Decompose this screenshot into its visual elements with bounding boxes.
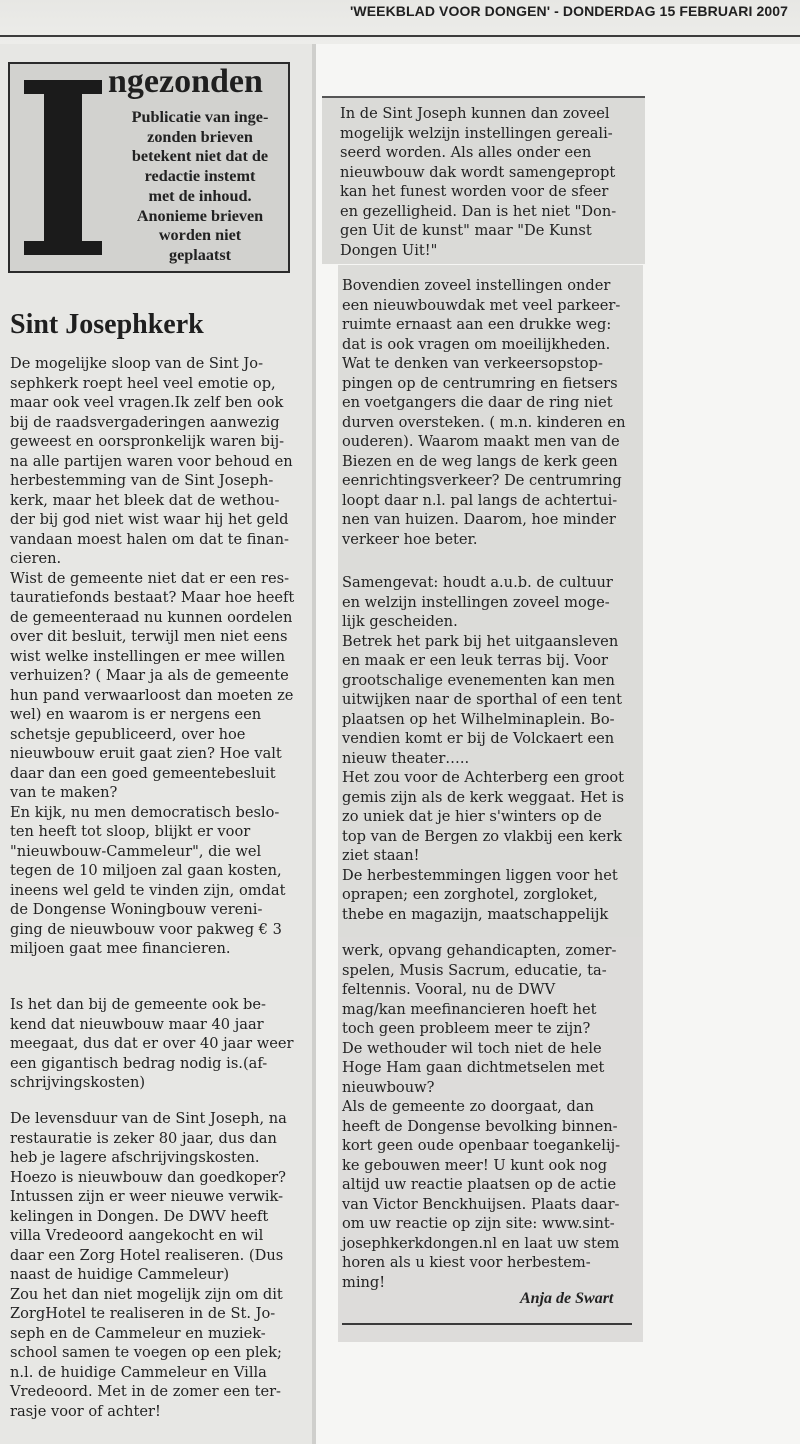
text-line: heeft de Dongense bevolking binnen- xyxy=(342,1117,618,1135)
text-line: nieuwbouw? xyxy=(342,1078,435,1096)
text-line: Vredeoord. Met in de zomer een ter- xyxy=(10,1383,281,1400)
text-line: ineens wel geld te vinden zijn, omdat xyxy=(10,881,286,899)
text-line: over dit besluit, terwijl men niet eens xyxy=(10,628,288,645)
text-line: Betrek het park bij het uitgaansleven xyxy=(342,632,619,650)
text-line: n.l. de huidige Cammeleur en Villa xyxy=(10,1363,267,1381)
text-line: Is het dan bij de gemeente ook be- xyxy=(10,996,266,1013)
header-rule xyxy=(0,35,800,37)
text-line: bij de raadsvergaderingen aanwezig xyxy=(10,413,280,431)
text-line: Hoge Ham gaan dichtmetselen met xyxy=(342,1059,605,1076)
text-line: ziet staan! xyxy=(342,847,420,864)
text-line: schetsje gepubliceerd, over hoe xyxy=(10,725,246,743)
text-line: seph en de Cammeleur en muziek- xyxy=(10,1324,266,1342)
text-line: En kijk, nu men democratisch beslo- xyxy=(10,803,280,821)
text-line: na alle partijen waren voor behoud en xyxy=(10,452,293,470)
text-line: tauratiefonds bestaat? Maar hoe heeft xyxy=(10,589,295,606)
ingezonden-box xyxy=(8,62,290,273)
box-notice-line: zonden brieven xyxy=(147,127,253,146)
text-line: en voetgangers die daar de ring niet xyxy=(342,394,613,411)
text-line: kan het funest worden voor de sfeer xyxy=(340,183,609,200)
text-line: plaatsen op het Wilhelminaplein. Bo- xyxy=(342,710,615,728)
right-paragraph-4 xyxy=(342,941,626,1292)
text-line: vendien komt er bij de Volckaert een xyxy=(342,730,615,747)
signature-rule xyxy=(342,1323,632,1325)
text-line: lijk gescheiden. xyxy=(342,613,458,630)
text-line: mogelijk welzijn instellingen gereali- xyxy=(340,124,613,142)
text-line: De mogelijke sloop van de Sint Jo- xyxy=(10,355,264,372)
text-line: verkeer hoe beter. xyxy=(342,530,478,548)
text-line: ming! xyxy=(342,1273,386,1291)
text-line: cieren. xyxy=(10,550,62,567)
text-line: werk, opvang gehandicapten, zomer- xyxy=(342,942,617,959)
text-line: naast de huidige Cammeleur) xyxy=(10,1266,230,1283)
text-line: herbestemming van de Sint Joseph- xyxy=(10,472,274,489)
box-notice-line: betekent niet dat de xyxy=(131,147,269,166)
author-signature: Anja de Swart xyxy=(520,1290,614,1307)
text-line: Samengevat: houdt a.u.b. de cultuur xyxy=(342,574,613,591)
text-line: Wat te denken van verkeersopstop- xyxy=(342,355,603,372)
text-line: miljoen gaat mee financieren. xyxy=(10,940,231,957)
masthead: 'WEEKBLAD VOOR DONGEN' - DONDERDAG 15 FEBRUARI 2007 xyxy=(349,3,788,19)
text-line: nieuwbouw eruit gaat zien? Hoe valt xyxy=(10,745,282,762)
text-line: gen Uit de kunst" maar "De Kunst xyxy=(340,222,592,239)
text-line: ruimte ernaast aan een drukke weg: xyxy=(342,316,612,333)
text-line: dat is ook vragen om moeilijkheden. xyxy=(342,335,611,353)
text-line: De wethouder wil toch niet de hele xyxy=(342,1039,602,1057)
text-line: ouderen). Waarom maakt men van de xyxy=(342,433,620,450)
text-line: Bovendien zoveel instellingen onder xyxy=(342,277,611,294)
text-line: kort geen oude openbaar toegankelij- xyxy=(342,1137,621,1154)
text-line: toch geen probleem meer te zijn? xyxy=(342,1020,591,1037)
text-line: De levensduur van de Sint Joseph, na xyxy=(10,1110,287,1127)
text-line: de gemeenteraad nu kunnen oordelen xyxy=(10,608,293,626)
text-line: Het zou voor de Achterberg een groot xyxy=(342,769,625,786)
text-line: van Victor Benckhuijsen. Plaats daar- xyxy=(342,1195,620,1213)
text-line: Zou het dan niet mogelijk zijn om dit xyxy=(10,1285,283,1303)
box-notice-line: Publicatie van inge- xyxy=(131,108,269,126)
text-line: een gigantisch bedrag nodig is.(af- xyxy=(10,1054,268,1072)
box-notice-line: met de inhoud. xyxy=(148,186,252,205)
text-line: Dongen Uit!" xyxy=(340,241,438,259)
text-line: mag/kan meefinancieren hoeft het xyxy=(342,1000,597,1018)
text-line: geweest en oorspronkelijk waren bij- xyxy=(10,433,285,450)
text-line: en gezelligheid. Dan is het niet "Don- xyxy=(340,202,617,220)
text-line: wist welke instellingen er mee willen xyxy=(10,647,286,665)
article-title: Sint Josephkerk xyxy=(10,309,204,340)
text-line: schrijvingskosten) xyxy=(10,1074,146,1091)
box-notice xyxy=(110,108,290,266)
text-line: top van de Bergen zo vlakbij een kerk xyxy=(342,827,622,845)
text-line: Biezen en de weg langs de kerk geen xyxy=(342,452,618,470)
text-line: een nieuwbouwdak met veel parkeer- xyxy=(342,296,621,314)
box-notice-line: geplaatst xyxy=(168,245,232,264)
text-line: der bij god niet wist waar hij het geld xyxy=(10,511,289,528)
text-line: wel) en waarom is er nergens een xyxy=(10,706,262,723)
right-paragraph-3 xyxy=(342,573,626,924)
text-line: van te maken? xyxy=(10,784,118,801)
text-line: hun pand verwaarloost dan moeten ze xyxy=(10,686,294,704)
text-line: ging de nieuwbouw voor pakweg € 3 xyxy=(10,920,282,938)
text-line: heb je lagere afschrijvingskosten. xyxy=(10,1149,260,1166)
text-line: uitwijken naar de sporthal of een tent xyxy=(342,691,622,708)
left-paragraph-1 xyxy=(10,354,300,959)
text-line: thebe en magazijn, maatschappelijk xyxy=(342,905,609,923)
box-notice-line: redactie instemt xyxy=(144,167,256,186)
text-line: eenrichtingsverkeer? De centrumring xyxy=(342,472,622,489)
text-line: nen van huizen. Daarom, hoe minder xyxy=(342,511,616,528)
text-line: grootschalige evenementen kan men xyxy=(342,671,615,689)
text-line: loopt daar n.l. pal langs de achtertui- xyxy=(342,491,618,509)
text-line: villa Vredeoord aangekocht en wil xyxy=(10,1227,264,1244)
text-line: nieuw theater….. xyxy=(342,749,470,767)
text-line: horen als u kiest voor herbestem- xyxy=(342,1254,591,1271)
text-line: Hoezo is nieuwbouw dan goedkoper? xyxy=(10,1168,286,1186)
box-notice-line: Anonieme brieven xyxy=(136,206,264,225)
text-line: durven oversteken. ( m.n. kinderen en xyxy=(342,413,626,431)
right-paragraph-1 xyxy=(340,104,624,260)
text-line: seerd worden. Als alles onder een xyxy=(340,144,592,161)
text-line: de Dongense Woningbouw vereni- xyxy=(10,901,263,918)
text-line: tegen de 10 miljoen zal gaan kosten, xyxy=(10,862,282,879)
left-paragraph-2 xyxy=(10,995,300,1093)
text-line: ZorgHotel te realiseren in de St. Jo- xyxy=(10,1305,276,1322)
text-line: restauratie is zeker 80 jaar, dus dan xyxy=(10,1129,277,1147)
text-line: kend dat nieuwbouw maar 40 jaar xyxy=(10,1015,264,1033)
text-line: verhuizen? ( Maar ja als de gemeente xyxy=(10,667,289,684)
text-line: In de Sint Joseph kunnen dan zoveel xyxy=(340,105,610,122)
text-line: kerk, maar het bleek dat de wethou- xyxy=(10,491,280,509)
text-line: josephkerkdongen.nl en laat uw stem xyxy=(342,1234,620,1252)
text-line: meegaat, dus dat er over 40 jaar weer xyxy=(10,1035,294,1052)
text-line: "nieuwbouw-Cammeleur", die wel xyxy=(10,842,262,860)
text-line: kelingen in Dongen. De DWV heeft xyxy=(10,1207,269,1225)
text-line: De herbestemmingen liggen voor het xyxy=(342,866,618,884)
text-line: en welzijn instellingen zoveel moge- xyxy=(342,593,610,611)
right-paragraph-2 xyxy=(342,276,626,549)
text-line: rasje voor of achter! xyxy=(10,1402,161,1420)
text-line: daar een Zorg Hotel realiseren. (Dus xyxy=(10,1246,284,1264)
text-line: en maak er een leuk terras bij. Voor xyxy=(342,652,608,669)
text-line: ten heeft tot sloop, blijkt er voor xyxy=(10,823,251,840)
text-line: gemis zijn als de kerk weggaat. Het is xyxy=(342,788,624,806)
text-line: feltennis. Vooral, nu de DWV xyxy=(342,981,556,998)
text-line: school samen te voegen op een plek; xyxy=(10,1344,282,1361)
left-paragraph-3 xyxy=(10,1109,300,1421)
text-line: oprapen; een zorghotel, zorgloket, xyxy=(342,886,598,903)
text-line: maar ook veel vragen.Ik zelf ben ook xyxy=(10,394,284,411)
text-line: Intussen zijn er weer nieuwe verwik- xyxy=(10,1188,284,1205)
text-line: spelen, Musis Sacrum, educatie, ta- xyxy=(342,961,607,979)
box-notice-line: worden niet xyxy=(158,226,242,245)
text-line: Wist de gemeente niet dat er een res- xyxy=(10,569,289,587)
text-line: altijd uw reactie plaatsen op de actie xyxy=(342,1176,617,1193)
text-line: vandaan moest halen om dat te finan- xyxy=(10,530,289,548)
text-line: om uw reactie op zijn site: www.sint- xyxy=(342,1215,615,1232)
text-line: nieuwbouw dak wordt samengepropt xyxy=(340,163,616,181)
box-heading: ngezonden xyxy=(108,63,263,100)
initial-letter-i xyxy=(24,80,102,255)
text-line: daar dan een goed gemeentebesluit xyxy=(10,764,276,782)
clipping-rule xyxy=(322,96,645,98)
text-line: sephkerk roept heel veel emotie op, xyxy=(10,374,276,392)
text-line: ke gebouwen meer! U kunt ook nog xyxy=(342,1156,608,1174)
text-line: pingen op de centrumring en fietsers xyxy=(342,374,618,392)
text-line: zo uniek dat je hier s'winters op de xyxy=(342,808,602,825)
text-line: Als de gemeente zo doorgaat, dan xyxy=(342,1098,594,1115)
